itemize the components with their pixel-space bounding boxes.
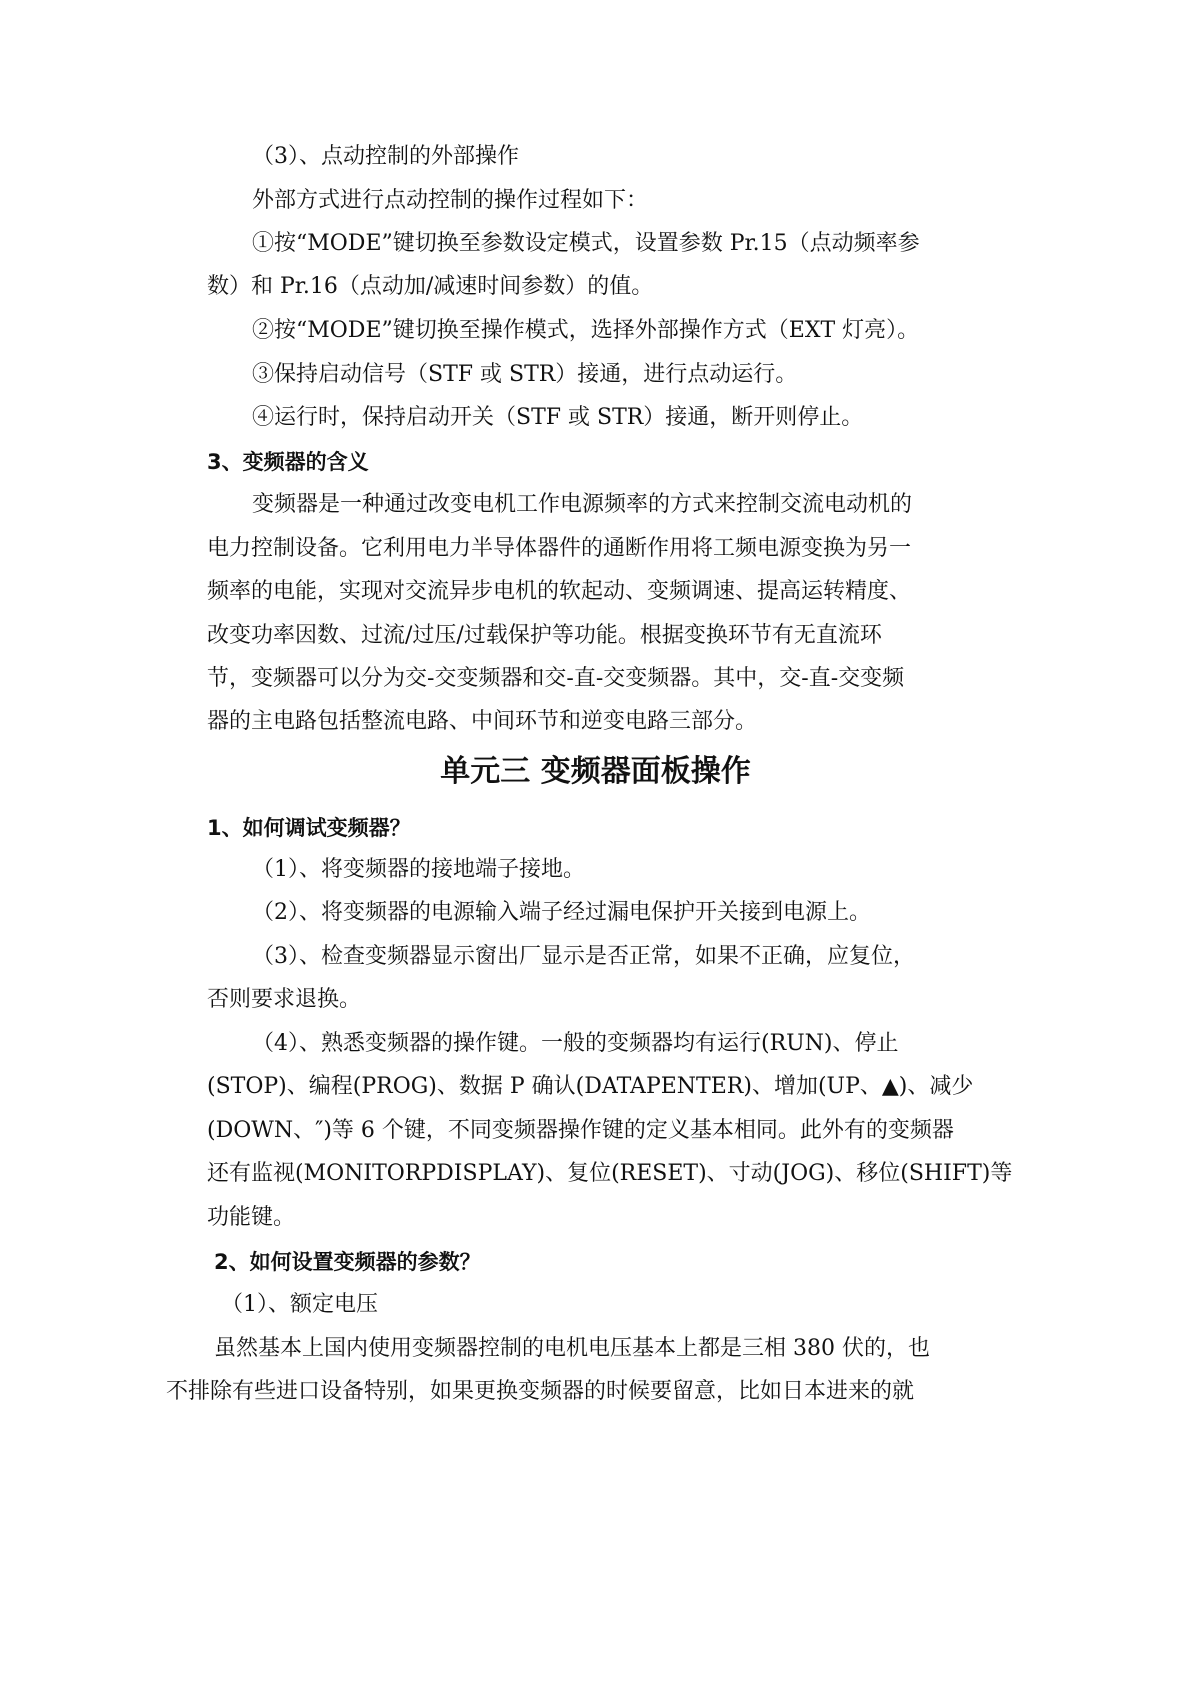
- section-heading-inverter-meaning: 3、变频器的含义: [207, 450, 369, 474]
- paragraph-line: 器的主电路包括整流电路、中间环节和逆变电路三部分。: [207, 709, 758, 734]
- question-heading-debug: 1、如何调试变频器？: [207, 816, 411, 840]
- step-3: ③保持启动信号（STF 或 STR）接通，进行点动运行。: [252, 362, 798, 387]
- paragraph-line: 频率的电能，实现对交流异步电机的软起动、变频调速、提高运转精度、: [207, 579, 912, 604]
- list-item-continuation: 否则要求退换。: [207, 987, 362, 1012]
- list-item-continuation: 功能键。: [207, 1205, 296, 1230]
- list-item: （4）、熟悉变频器的操作键。一般的变频器均有运行(RUN)、停止: [252, 1031, 899, 1056]
- step-4: ④运行时，保持启动开关（STF 或 STR）接通，断开则停止。: [252, 405, 864, 430]
- paragraph-line: 节，变频器可以分为交-交变频器和交-直-交变频器。其中，交-直-交变频: [207, 666, 905, 691]
- paragraph-line: 变频器是一种通过改变电机工作电源频率的方式来控制交流电动机的: [252, 492, 913, 517]
- list-item: （2）、将变频器的电源输入端子经过漏电保护开关接到电源上。: [252, 900, 871, 925]
- list-item-continuation: (STOP)、编程(PROG)、数据 P 确认(DATAPENTER)、增加(UP、▲)、减少: [207, 1074, 974, 1099]
- paragraph-line: 改变功率因数、过流/过压/过载保护等功能。根据变换环节有无直流环: [207, 623, 882, 648]
- step-1-line-2: 数）和 Pr.16（点动加/减速时间参数）的值。: [207, 274, 654, 299]
- subsection-title-jog-external: （3）、点动控制的外部操作: [252, 144, 519, 169]
- list-item-continuation: 还有监视(MONITORPDISPLAY)、复位(RESET)、寸动(JOG)、移位(SHIFT)等: [207, 1161, 1013, 1186]
- unit-title: 单元三 变频器面板操作: [440, 754, 751, 789]
- step-1-line-1: ①按“MODE”键切换至参数设定模式，设置参数 Pr.15（点动频率参: [252, 231, 920, 256]
- list-item: （3）、检查变频器显示窗出厂显示是否正常，如果不正确，应复位，: [252, 944, 915, 969]
- list-item: （1）、额定电压: [221, 1292, 378, 1317]
- list-item: （1）、将变频器的接地端子接地。: [252, 857, 585, 882]
- question-heading-parameters: 2、如何设置变频器的参数？: [214, 1250, 481, 1274]
- list-item-continuation: (DOWN、″)等 6 个键，不同变频器操作键的定义基本相同。此外有的变频器: [207, 1118, 954, 1143]
- paragraph-line: 虽然基本上国内使用变频器控制的电机电压基本上都是三相 380 伏的，也: [214, 1336, 930, 1361]
- paragraph-line: 不排除有些进口设备特别，如果更换变频器的时候要留意，比如日本进来的就: [166, 1379, 915, 1404]
- paragraph-intro: 外部方式进行点动控制的操作过程如下：: [252, 188, 649, 213]
- step-2: ②按“MODE”键切换至操作模式，选择外部操作方式（EXT 灯亮）。: [252, 318, 920, 343]
- paragraph-line: 电力控制设备。它利用电力半导体器件的通断作用将工频电源变换为另一: [207, 536, 912, 561]
